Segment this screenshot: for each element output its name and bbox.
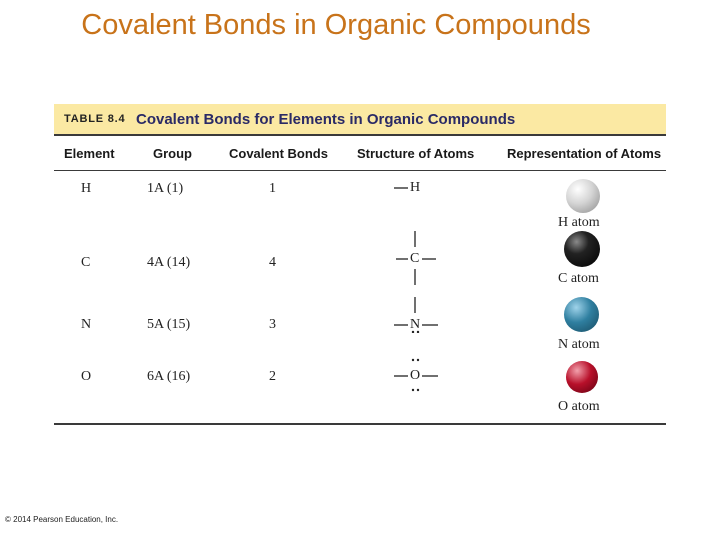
cell-covalent-bonds: 2 [269,369,276,384]
column-header-covalent-bonds: Covalent Bonds [229,146,328,161]
cell-element: H [81,181,92,196]
column-header-group: Group [153,146,192,161]
cell-group: 5A (15) [147,317,191,332]
cell-covalent-bonds: 4 [269,255,276,270]
cell-group: 1A (1) [147,181,184,196]
slide-title: Covalent Bonds in Organic Compounds [81,9,591,41]
cell-group: 4A (14) [147,255,191,270]
carbon-atom-ball [564,231,600,267]
column-header-representation: Representation of Atoms [507,146,662,161]
cell-covalent-bonds: 1 [269,181,276,196]
cell-covalent-bonds: 3 [269,317,276,332]
atom-symbol: H [410,180,421,195]
column-header-structure: Structure of Atoms [357,146,475,161]
nitrogen-atom-ball [564,297,599,332]
atom-label: C atom [558,271,599,286]
table-header-bar [54,104,666,136]
structure-h [388,177,448,199]
atom-symbol: O [410,368,421,383]
cell-group: 6A (16) [147,369,191,384]
structure-o [388,357,448,393]
structure-c [388,229,448,287]
atom-symbol: C [410,251,420,266]
table-bottom-rule [54,423,666,425]
table-number: TABLE 8.4 [64,113,126,125]
covalent-bonds-table [54,104,666,425]
atom-label: N atom [558,337,600,352]
cell-element: C [81,255,91,270]
atom-label: O atom [558,399,600,414]
structure-n [388,293,448,333]
oxygen-atom-ball [566,361,598,393]
column-header-row [54,136,666,171]
cell-element: N [81,317,92,332]
table-body [54,171,666,423]
copyright-notice: © 2014 Pearson Education, Inc. [5,515,119,524]
table-caption: Covalent Bonds for Elements in Organic Compounds [136,111,516,128]
cell-element: O [81,369,92,384]
hydrogen-atom-ball [566,179,600,213]
column-header-element: Element [64,146,115,161]
atom-label: H atom [558,215,600,230]
atom-symbol: N [410,317,421,332]
